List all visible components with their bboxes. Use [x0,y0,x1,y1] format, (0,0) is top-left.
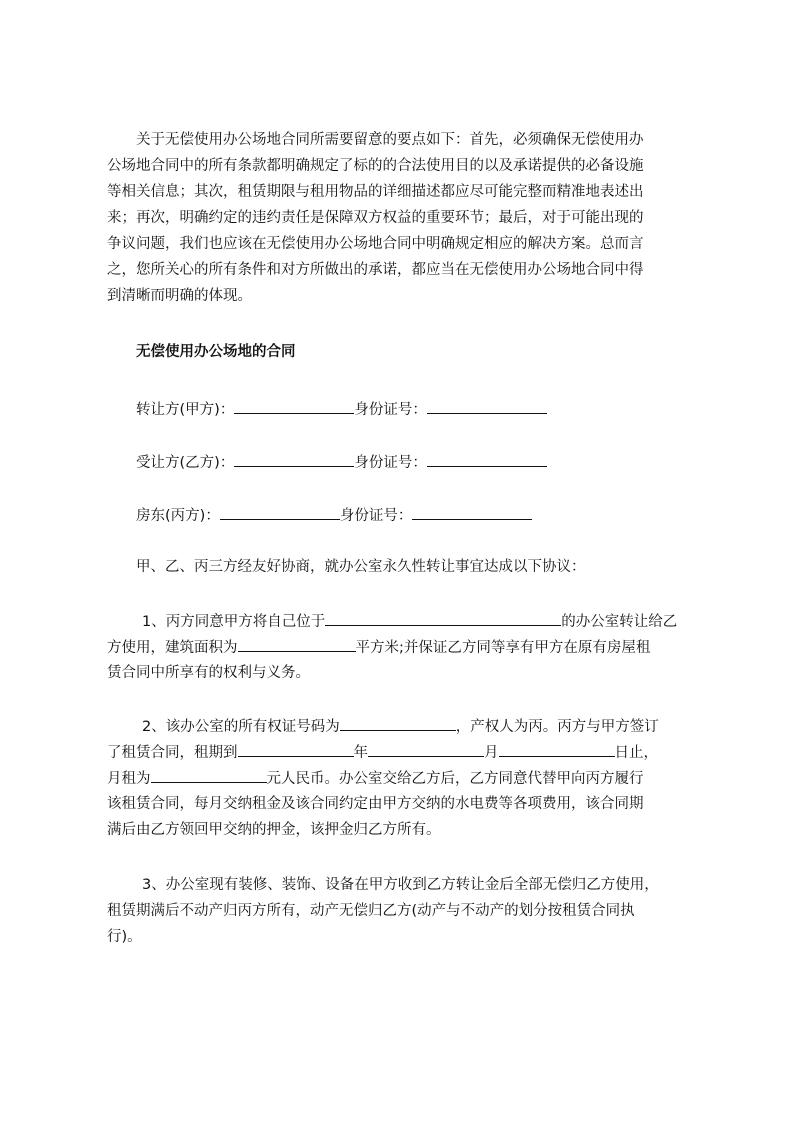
clause-2-text: 年 [353,745,368,761]
party-b-row [136,452,700,473]
clause-3-line [136,875,700,895]
intro-line: 等相关信息；其次，租赁期限与租用物品的详细描述都应尽可能完整而精准地表述出 [107,184,644,200]
party-c-row [136,505,700,526]
party-a-row [136,399,700,420]
lease-year-blank[interactable] [238,742,354,757]
clause-2-text: 2、该办公室的所有权证号码为 [142,719,340,735]
party-b-id-label: 身份证号： [354,455,427,471]
clause-1-line: 赁合同中所享有的权利与义务。 [107,665,310,681]
clause-1-text: 的办公室转让给乙 [561,614,678,630]
building-area-blank[interactable] [238,637,356,652]
intro-line: 之，您所关心的所有条件和对方所做出的承诺，都应当在无偿使用办公场地合同中得 [107,262,644,278]
party-a-name-blank[interactable] [234,399,354,414]
clause-1-text: 平方米;并保证乙方同等享有甲方在原有房屋租 [355,640,651,656]
clause-2-line: 满后由乙方领回甲交纳的押金，该押金归乙方所有。 [107,822,441,838]
party-b-id-blank[interactable] [427,452,547,467]
clause-2-text: ，产权人为丙。丙方与甲方签订 [455,719,659,735]
contract-title: 无偿使用办公场地的合同 [136,344,296,360]
clause-3-line: 租赁期满后不动产归丙方所有，动产无偿归乙方(动产与不动产的划分按租赁合同执 [107,903,635,919]
party-b-label: 受让方(乙方)： [136,455,235,471]
intro-line: 公场地合同中的所有条款都明确规定了标的的合法使用目的以及承诺提供的必备设施 [107,158,644,174]
intro-line: 来；再次，明确约定的违约责任是保障双方权益的重要环节；最后，对于可能出现的 [107,210,644,226]
lease-day-blank[interactable] [499,742,615,757]
party-c-name-blank[interactable] [220,505,340,520]
party-a-id-label: 身份证号： [354,402,427,418]
monthly-rent-blank[interactable] [151,768,267,783]
intro-line: 争议问题，我们也应该在无偿使用办公场地合同中明确规定相应的解决方案。总而言 [107,236,644,252]
clause-3-text: 3、办公室现有装修、装饰、设备在甲方收到乙方转让金后全部无偿归乙方使用， [142,877,659,893]
clause-2-line [107,768,700,789]
party-c-label: 房东(丙方)： [136,508,220,524]
clause-3-line: 行)。 [107,929,142,945]
property-cert-blank[interactable] [340,716,456,731]
clause-2-text: 月 [484,745,499,761]
party-a-label: 转让方(甲方)： [136,402,235,418]
party-c-id-blank[interactable] [412,505,532,520]
office-location-blank[interactable] [325,611,561,626]
party-c-id-label: 身份证号： [339,508,413,524]
clause-2-line [136,716,700,737]
party-a-id-blank[interactable] [427,399,547,414]
clause-2-text: 日止， [614,745,658,761]
clause-2-text: 元人民币。办公室交给乙方后，乙方同意代替甲向丙方履行 [266,771,644,787]
clause-2-line [107,742,700,763]
clause-2-line: 该租赁合同，每月交纳租金及该合同约定由甲方交纳的水电费等各项费用，该合同期 [107,796,644,812]
clause-2-text: 了租赁合同，租期到 [107,745,238,761]
clause-2-text: 月租为 [107,771,151,787]
agreement-intro: 甲、乙、丙三方经友好协商，就办公室永久性转让事宜达成以下协议： [136,559,586,575]
lease-month-blank[interactable] [368,742,484,757]
clause-1-text: 方使用，建筑面积为 [107,640,238,656]
party-b-name-blank[interactable] [234,452,354,467]
clause-1-text: 1、丙方同意甲方将自己位于 [142,614,326,630]
clause-1-line [136,611,700,632]
intro-line: 关于无偿使用办公场地合同所需要留意的要点如下：首先，必须确保无偿使用办 [136,132,644,148]
intro-line: 到清晰而明确的体现。 [107,288,252,304]
clause-1-line [107,637,700,658]
